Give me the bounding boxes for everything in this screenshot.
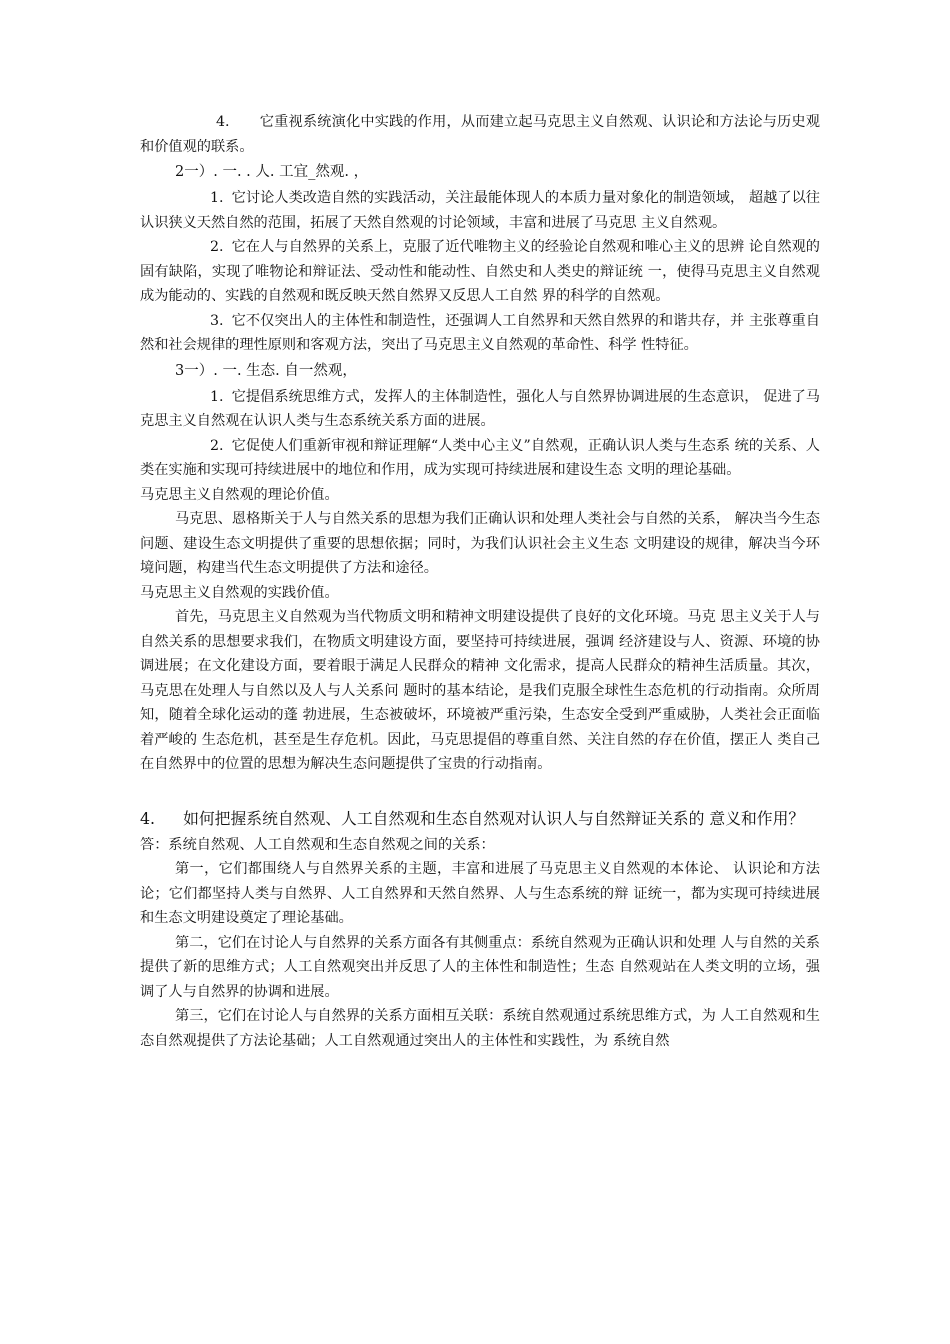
paragraph-artificial-2: [140, 235, 820, 309]
item-number: 3.: [210, 312, 224, 329]
answer-paragraph-second: 第二，它们在讨论人与自然界的关系方面各有其侧重点：系统自然观为正确认识和处理 人与自然的关系提供了新的思维方式；人工自然观突出并反思了人的主体性和制造性；生态 自然观站在人类文明的立场，强调了人与自然界的协调和进展。: [140, 934, 820, 1000]
paragraph-artificial-1: [140, 186, 820, 235]
subheading-theoretical-value: 马克思主义自然观的理论价值。: [140, 486, 339, 503]
subheading-practical-value: 马克思主义自然观的实践价值。: [140, 584, 339, 601]
paragraph-artificial-3: [140, 309, 820, 358]
paragraph-theoretical-value: 马克思、恩格斯关于人与自然关系的思想为我们正确认识和处理人类社会与自然的关系， 解决当今生态问题、建设生态文明提供了重要的思想依据；同时，为我们认识社会主义生态 文明建设的规律，解决当今环境问题，构建当代生态文明提供了方法和途径。: [140, 511, 820, 576]
paragraph-ecological-2: [140, 434, 820, 483]
paragraph-text: 它重视系统演化中实践的作用，从而建立起马克思主义自然观、认识论和方法论与历史观和价值观的联系。: [140, 114, 820, 155]
document-page: [140, 110, 820, 1053]
paragraph-system-practice: [140, 110, 820, 159]
item-number: 2.: [210, 437, 224, 454]
item-number: 1.: [210, 388, 224, 405]
paragraph-ecological-1: [140, 385, 820, 434]
section-heading-artificial-nature: 2一）. 一. . 人. 工宜_然观. ，: [175, 164, 369, 180]
item-number: 2.: [210, 239, 224, 255]
item-number: 4.: [216, 114, 230, 130]
item-number: 1.: [210, 190, 224, 206]
answer-paragraph-first: 第一，它们都围绕人与自然界关系的主题，丰富和进展了马克思主义自然观的本体论、 认识论和方法论；它们都坚持人类与自然界、人工自然界和天然自然界、人与生态系统的辩 证统一，都为实现可持续进展和生态文明建设奠定了理论基础。: [140, 861, 820, 926]
paragraph-text: 它促使人们重新审视和辩证理解“人类中心主义”自然观，正确认识人类与生态系 统的关系、人类在实施和实现可持续进展中的地位和作用，成为实现可持续进展和建设生态 文明的理论基础。: [140, 437, 820, 478]
paragraph-text: 它讨论人类改造自然的实践活动，关注最能体现人的本质力量对象化的制造领域， 超越了以往认识狭义天然自然的范围，拓展了天然自然观的讨论领域，丰富和进展了马克思 主义自然观。: [140, 190, 820, 231]
question-4: [140, 805, 820, 833]
paragraph-text: 它在人与自然界的关系上，克服了近代唯物主义的经验论自然观和唯心主义的思辨 论自然观的固有缺陷，实现了唯物论和辩证法、受动性和能动性、自然史和人类史的辩证统 一，使得马克思主义自然观成为能动的、实践的自然观和既反映天然自然界又反思人工自然 界的科学的自然观。: [140, 239, 820, 304]
paragraph-practical-value: 首先，马克思主义自然观为当代物质文明和精神文明建设提供了良好的文化环境。马克 思主义关于人与自然关系的思想要求我们，在物质文明建设方面，要坚持可持续进展，强调 经济建设与人、资源、环境的协调进展；在文化建设方面，要着眼于满足人民群众的精神 文化需求，提高人民群众的精神生活质量。其次，马克思在处理人与自然以及人与人关系问 题时的基本结论，是我们克服全球性生态危机的行动指南。众所周知，随着全球化运动的蓬 勃进展，生态被破坏，环境被严重污染，生态安全受到严重威胁，人类社会正面临着严峻的 生态危机，甚至是生存危机。因此，马克思提倡的尊重自然、关注自然的存在价值，摆正人 类自己在自然界中的位置的思想为解决生态问题提供了宝贵的行动指南。: [140, 609, 820, 772]
answer-paragraph-third: 第三，它们在讨论人与自然界的关系方面相互关联：系统自然观通过系统思维方式，为 人工自然观和生态自然观提供了方法论基础；人工自然观通过突出人的主体性和实践性，为 系统自然: [140, 1008, 820, 1049]
paragraph-text: 它不仅突出人的主体性和制造性，还强调人工自然界和天然自然界的和谐共存，并 主张尊重自然和社会规律的理性原则和客观方法，突出了马克思主义自然观的革命性、科学 性特征。: [140, 312, 820, 353]
section-heading-ecological-nature: 3一）. 一. 生态. 自一然观，: [175, 362, 357, 379]
answer-intro: 答：系统自然观、人工自然观和生态自然观之间的关系：: [140, 836, 495, 853]
paragraph-text: 它提倡系统思维方式，发挥人的主体制造性，强化人与自然界协调进展的生态意识， 促进了马克思主义自然观在认识人类与生态系统关系方面的进展。: [140, 388, 820, 429]
question-text: 如何把握系统自然观、人工自然观和生态自然观对认识人与自然辩证关系的 意义和作用？: [183, 808, 805, 828]
question-number: 4.: [140, 808, 156, 828]
